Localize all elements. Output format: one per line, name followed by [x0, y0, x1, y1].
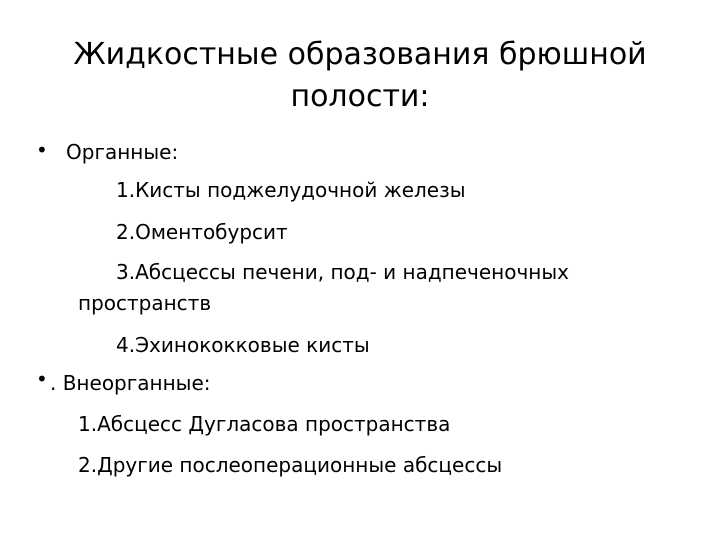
bullet-label-extraorgan: . Внеорганные: [50, 371, 211, 395]
bullet-marker-1: • [36, 138, 48, 162]
bullet-marker-2: • [36, 367, 48, 391]
list-item-echinococcal-cysts: 4.Эхинококковые кисты [116, 333, 370, 357]
list-item-omentobursitis: 2.Оментобурсит [116, 220, 288, 244]
list-item-liver-abscesses-cont: пространств [78, 291, 212, 315]
bullet-label-organ: Органные: [66, 140, 179, 164]
slide-title-line-2: полости: [290, 79, 430, 114]
list-item-douglas-abscess: 1.Абсцесс Дугласова пространства [78, 412, 451, 436]
list-item-liver-abscesses: 3.Абсцессы печени, под- и надпеченочных [116, 260, 570, 284]
slide-title-line-1: Жидкостные образования брюшной [73, 37, 647, 72]
list-item-postop-abscesses: 2.Другие послеоперационные абсцессы [78, 453, 503, 477]
list-item-pancreatic-cysts: 1.Кисты поджелудочной железы [116, 178, 466, 202]
